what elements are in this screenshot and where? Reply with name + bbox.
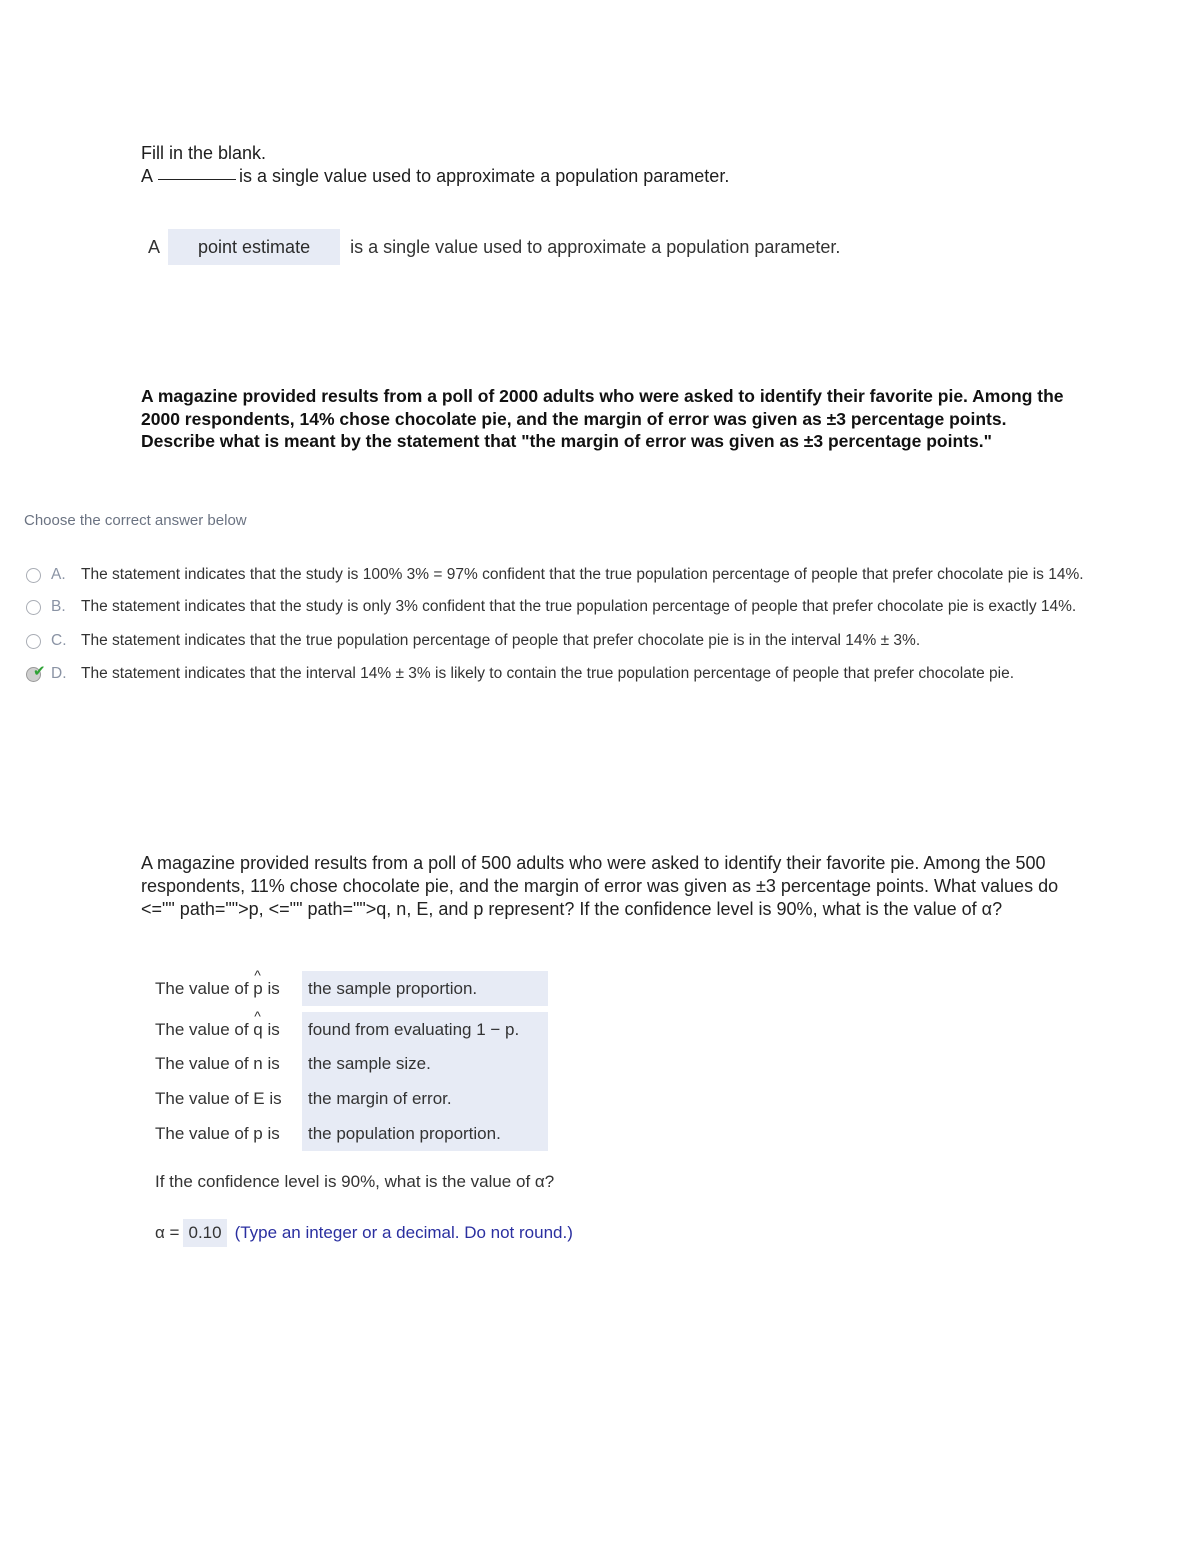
answer-hint: (Type an integer or a decimal. Do not round.): [234, 1223, 573, 1242]
option-a[interactable]: A. The statement indicates that the study is 100% 3% = 97% confident that the true population percentage of people that prefer chocolate pie is 14%.: [26, 566, 1084, 584]
option-text: The statement indicates that the interval 14% ± 3% is likely to contain the true population percentage of people that prefer chocolate pie.: [81, 665, 1015, 682]
answer-box[interactable]: the population proportion.: [302, 1116, 548, 1151]
value-row-p-hat: The value of ^ p is the sample proportion.: [155, 971, 548, 1006]
radio-button[interactable]: [26, 634, 41, 649]
fill-blank-answer: A point estimate is a single value used to approximate a population parameter.: [148, 229, 840, 265]
fill-blank-question: [141, 142, 729, 188]
answer-box[interactable]: point estimate: [168, 229, 340, 265]
radio-button[interactable]: [26, 600, 41, 615]
margin-of-error-question: A magazine provided results from a poll of 2000 adults who were asked to identify their favorite pie. Among the 2000 respondents, 14% chose chocolate pie, and the margin of error was given as ±3 percentage points. Describe what is meant by the statement that "the margin of error was given as ±3 percentage points.": [141, 386, 1064, 451]
radio-button[interactable]: [26, 568, 41, 583]
instruction: Fill in the blank.: [141, 143, 267, 163]
q-hat-symbol: ^ q: [253, 1020, 262, 1040]
answer-box[interactable]: found from evaluating 1 − p.: [302, 1012, 548, 1047]
option-text: The statement indicates that the study is only 3% confident that the true population percentage of people that prefer chocolate pie is exactly 14%.: [81, 598, 1077, 615]
choose-label: Choose the correct answer below: [24, 512, 247, 529]
option-text: The statement indicates that the true population percentage of people that prefer chocolate pie is in the interval 14% ± 3%.: [81, 632, 921, 649]
alpha-answer-row: [155, 1219, 573, 1247]
alpha-label: α =: [155, 1223, 180, 1242]
value-row-n: The value of n is the sample size.: [155, 1046, 548, 1081]
option-d[interactable]: ✔ D. The statement indicates that the interval 14% ± 3% is likely to contain the true population percentage of people that prefer chocolate pie.: [26, 665, 1014, 683]
value-row-e: The value of E is the margin of error.: [155, 1081, 548, 1116]
values-question: A magazine provided results from a poll of 500 adults who were asked to identify their favorite pie. Among the 500 respondents, 11% chose chocolate pie, and the margin of error was given as ±3 percentage points. What values do <="" path="">p, <="" path="">q, n, E, and p represent? If the confidence level is 90%, what is the value of α?: [141, 853, 1059, 919]
alpha-answer-box[interactable]: 0.10: [183, 1219, 226, 1247]
blank-sentence: A is a single value used to approximate a population parameter.: [141, 166, 730, 186]
p-hat-symbol: ^ p: [253, 979, 262, 999]
checkmark-icon: ✔: [33, 662, 46, 680]
value-row-p: The value of p is the population proportion.: [155, 1116, 548, 1151]
option-text: The statement indicates that the study is 100% 3% = 97% confident that the true population percentage of people that prefer chocolate pie is 14%.: [81, 566, 1084, 583]
alpha-question: If the confidence level is 90%, what is the value of α?: [155, 1172, 555, 1191]
answer-box[interactable]: the sample size.: [302, 1046, 548, 1081]
answer-box[interactable]: the sample proportion.: [302, 971, 548, 1006]
answer-box[interactable]: the margin of error.: [302, 1081, 548, 1116]
blank-line: [158, 179, 236, 180]
value-row-q-hat: The value of ^ q is found from evaluating 1 − p.: [155, 1012, 548, 1047]
option-c[interactable]: C. The statement indicates that the true population percentage of people that prefer chocolate pie is in the interval 14% ± 3%.: [26, 632, 920, 650]
radio-button-selected[interactable]: [26, 662, 46, 682]
option-b[interactable]: B. The statement indicates that the study is only 3% confident that the true population percentage of people that prefer chocolate pie is exactly 14%.: [26, 598, 1076, 616]
